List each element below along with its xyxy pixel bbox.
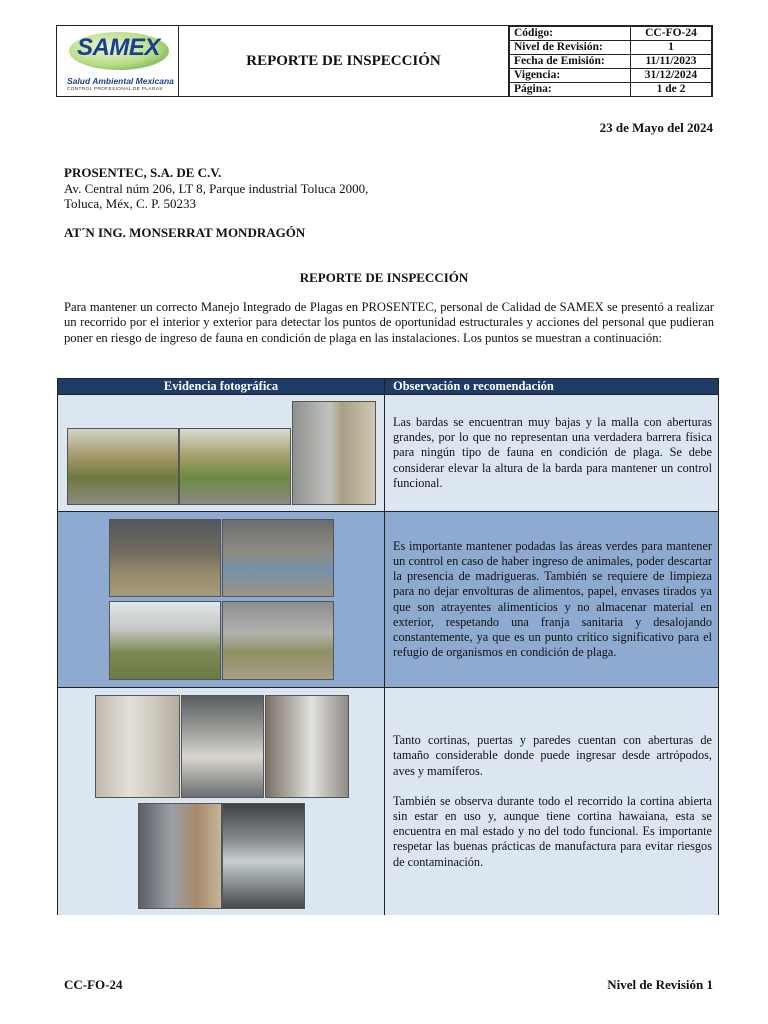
photo-fence-mesh-1 (67, 428, 179, 505)
logo-subtagline: CONTROL PROFESIONAL DE PLAGAS (67, 87, 163, 92)
observation-cell (385, 688, 718, 915)
observation-text: Las bardas se encuentran muy bajas y la malla con aberturas grandes, por lo que no representan una verdadera barrera física para ningún tipo de fauna en condición de plaga. Se debe considerar elevar la altura de la barda para mantener un control funcional. (393, 414, 712, 490)
table-row (58, 687, 718, 915)
photo-evidence-cell (58, 688, 385, 915)
recipient-address-line2: Toluca, Méx, C. P. 50233 (64, 196, 196, 211)
recipient-company: PROSENTEC, S.A. DE C.V. (64, 165, 222, 180)
photo-pallets (222, 519, 334, 597)
section-title: REPORTE DE INSPECCIÓN (299, 270, 469, 285)
observation-text: También se observa durante todo el recorrido la cortina abierta sin estar en uso y, aunque tiene cortina hawaiana, esta se encuentra en mal estado y no del todo funcional. Es importante respetar las buenas prácticas de manufactura para evitar riesgos de contaminación. (393, 793, 712, 869)
meta-row (510, 83, 712, 97)
photo-debris-wall (222, 601, 334, 680)
report-date: 23 de Mayo del 2024 (599, 120, 713, 135)
meta-row (510, 41, 712, 55)
observation-text: Es importante mantener podadas las áreas verdes para mantener un control en caso de haber ingreso de animales, poder descartar la presencia de madrigueras. También se requiere de limpieza para no dejar envolturas de alimentos, papel, envases tirados ya que son atrayentes alimenticios y no almacenar material en exterior, respetando una franja sanitaria y desalojando constantemente, ya que es un punto crítico significativo para el refugio de organismos en condición de plaga. (393, 538, 712, 660)
photo-low-wall (292, 401, 376, 505)
table-header-evidence: Evidencia fotográfica (58, 379, 385, 394)
photo-evidence-cell (58, 395, 385, 511)
table-row (58, 394, 718, 511)
logo-cell (57, 26, 179, 96)
photo-fence-mesh-2 (179, 428, 291, 505)
photo-open-door (181, 695, 264, 798)
photo-evidence-cell (58, 512, 385, 687)
document-header (56, 25, 713, 97)
observation-text: Tanto cortinas, puertas y paredes cuentan con aberturas de tamaño considerable donde puede ingresar desde artrópodos, aves y mamíferos. (393, 733, 712, 778)
intro-paragraph: Para mantener un correcto Manejo Integrado de Plagas en PROSENTEC, personal de Calidad de SAMEX se presentó a realizar un recorrido por el interior y exterior para detectar los puntos de oportunidad estructurales y acciones del personal que pudieran poner en riesgo de ingreso de fauna en condición de plaga en las instalaciones. Los puntos se muestran a continuación: (64, 300, 714, 345)
meta-row (510, 55, 712, 69)
photo-green-area (109, 601, 221, 680)
footer-revision: Nivel de Revisión 1 (607, 977, 713, 992)
photo-storage-area (109, 519, 221, 597)
meta-label: Página: (510, 83, 631, 97)
logo-tagline: Salud Ambiental Mexicana (67, 76, 174, 86)
table-header-observation: Observación o recomendación (385, 379, 718, 394)
logo-brand: SAMEX (77, 34, 160, 61)
meta-value: 1 (631, 41, 712, 55)
meta-label: Vigencia: (510, 69, 631, 83)
meta-label: Nivel de Revisión: (510, 41, 631, 55)
photo-curtain-edge (265, 695, 349, 798)
meta-label: Fecha de Emisión: (510, 55, 631, 69)
observation-cell (385, 512, 718, 687)
header-title: REPORTE DE INSPECCIÓN (179, 26, 509, 96)
document-meta-table (509, 26, 712, 97)
observation-cell (385, 395, 718, 511)
recipient-attention: AT´N ING. MONSERRAT MONDRAGÓN (64, 225, 306, 240)
photo-wall-gap (95, 695, 180, 798)
meta-value: 11/11/2023 (631, 55, 712, 69)
meta-label: Código: (510, 27, 631, 41)
meta-row (510, 69, 712, 83)
photo-window-wall (138, 803, 222, 909)
meta-value: 31/12/2024 (631, 69, 712, 83)
meta-value: 1 de 2 (631, 83, 712, 97)
meta-value: CC-FO-24 (631, 27, 712, 41)
recipient-address-line1: Av. Central núm 206, LT 8, Parque industrial Toluca 2000, (64, 181, 369, 196)
footer-code: CC-FO-24 (64, 977, 123, 992)
table-row (58, 511, 718, 687)
photo-glass-door (222, 803, 305, 909)
inspection-table (57, 378, 719, 915)
meta-row (510, 27, 712, 41)
